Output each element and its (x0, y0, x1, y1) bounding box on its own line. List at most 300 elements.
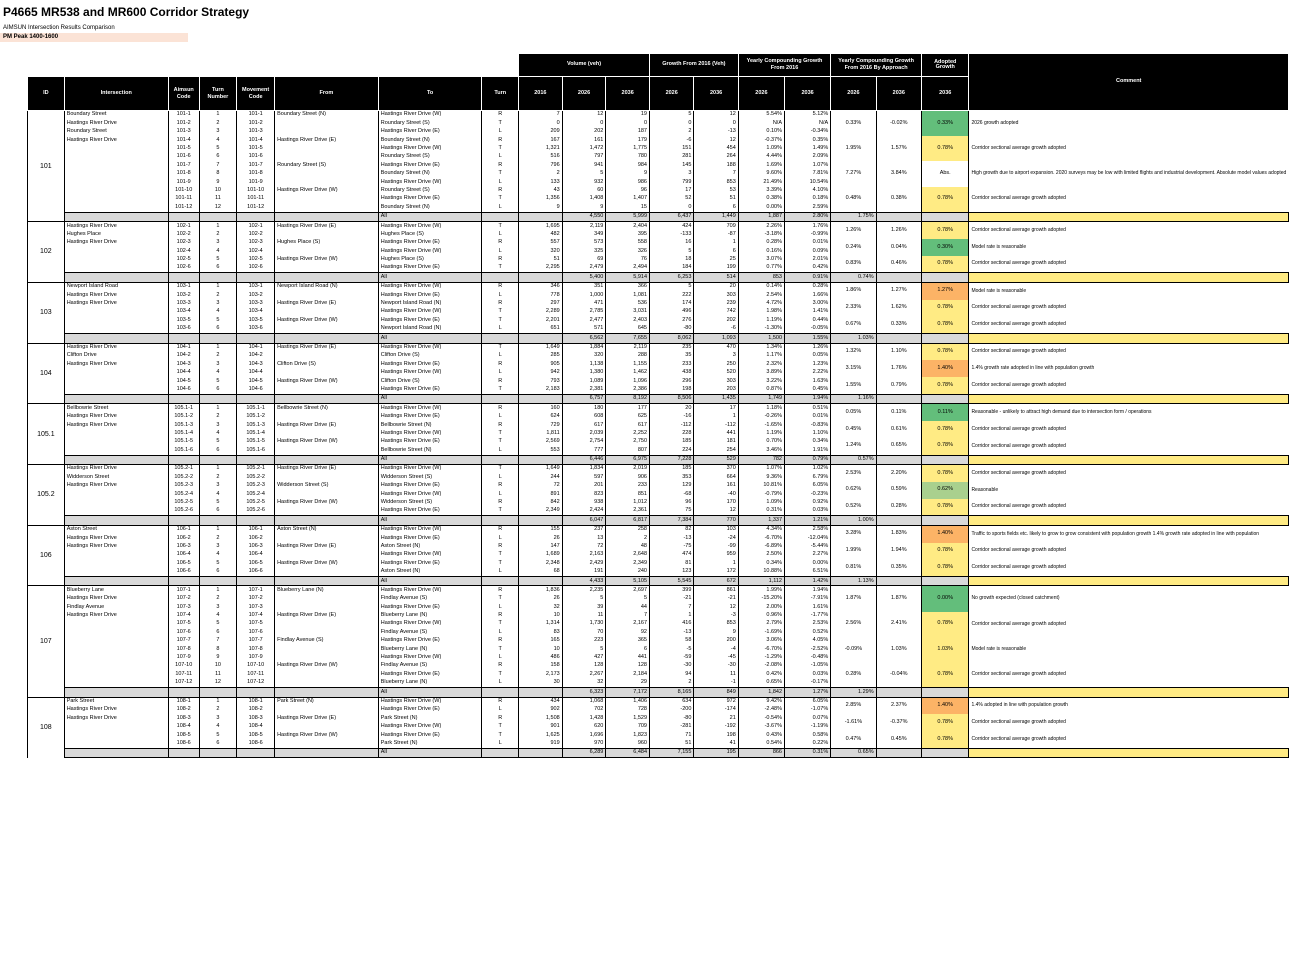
header-growth-2036: 2036 (694, 77, 738, 111)
table-row (28, 482, 1293, 490)
yearly-2036: 2.09% (785, 153, 831, 161)
from (275, 628, 379, 636)
total-blank (922, 334, 969, 343)
growth-2036: 161 (694, 482, 738, 490)
total-yearly-2036: 1.29% (831, 688, 876, 697)
from (275, 119, 379, 127)
growth-2036: 470 (694, 343, 738, 352)
total-blank (482, 455, 519, 464)
total-blank (64, 212, 168, 221)
yearly-2026: -0.37% (738, 136, 784, 144)
comment: Corridor sectional average growth adopted (969, 714, 1289, 731)
growth-2026: -13 (650, 628, 694, 636)
vol-2036: 366 (606, 282, 650, 291)
total-blank (199, 577, 237, 586)
comment: High growth due to airport expansion. 2020 surveys may be low with limited flights and industrial development. Absolute model values adopted (969, 161, 1289, 186)
vol-2026: 573 (562, 239, 606, 247)
total-yearly-2036: 1.75% (831, 212, 876, 221)
intersection-name: Hastings River Drive (64, 543, 168, 551)
growth-2036: 0 (694, 119, 738, 127)
vol-2016: 942 (519, 369, 563, 377)
turn-number: 4 (199, 551, 237, 559)
turn-number: 3 (199, 714, 237, 722)
approach-growth-2026: 0.52% (831, 499, 876, 516)
turn: L (482, 654, 519, 662)
turn: T (482, 195, 519, 203)
vol-2026: 320 (562, 352, 606, 360)
movement-code: 107-9 (237, 654, 275, 662)
yearly-2036: 6.79% (785, 473, 831, 481)
aimsun-code: 108-1 (168, 697, 199, 706)
vol-2026: 0 (562, 119, 606, 127)
growth-2026: 51 (650, 740, 694, 749)
intersection-name: Boundary Street (64, 111, 168, 120)
header-group-yearly-approach: Yearly Compounding Growth From 2016 By Approach (831, 54, 922, 77)
intersection-name (64, 325, 168, 334)
turn-number: 1 (199, 586, 237, 595)
turn-number: 4 (199, 612, 237, 620)
total-blank (168, 577, 199, 586)
vol-2026: 2,267 (562, 670, 606, 678)
intersection-id: 105.2 (28, 465, 65, 526)
vol-2016: 2,289 (519, 308, 563, 316)
turn: L (482, 534, 519, 542)
yearly-2026: 0.10% (738, 128, 784, 136)
vol-2016: 1,508 (519, 714, 563, 722)
from: Park Street (N) (275, 697, 379, 706)
table-row (28, 662, 1293, 670)
total-blank (168, 516, 199, 525)
vol-2016: 796 (519, 161, 563, 169)
total-blank (237, 748, 275, 757)
yearly-2036: 1.26% (785, 343, 831, 352)
approach-growth-2026: 1.99% (831, 543, 876, 560)
from: Hastings River Drive (E) (275, 421, 379, 429)
table-row (28, 438, 1293, 446)
total-row (28, 577, 1293, 586)
to: Newport Island Road (N) (378, 325, 482, 334)
yearly-2026: 0.96% (738, 612, 784, 620)
intersection-name: Hastings River Drive (64, 136, 168, 144)
approach-growth-2026: -1.61% (831, 714, 876, 731)
growth-2026: 399 (650, 586, 694, 595)
total-blank (519, 748, 563, 757)
yearly-2026: -0.26% (738, 413, 784, 421)
to: Hastings River Drive (W) (378, 586, 482, 595)
yearly-2036: 0.42% (785, 264, 831, 273)
header-intersection: Intersection (64, 77, 168, 111)
aimsun-code: 104-4 (168, 369, 199, 377)
turn: R (482, 543, 519, 551)
to: Newport Island Road (N) (378, 300, 482, 308)
vol-2016: 2,295 (519, 264, 563, 273)
vol-2016: 155 (519, 525, 563, 534)
header-from: From (275, 77, 379, 111)
growth-2026: 96 (650, 499, 694, 507)
vol-2026: 427 (562, 654, 606, 662)
aimsun-code: 101-7 (168, 161, 199, 169)
intersection-name: Findlay Avenue (64, 603, 168, 611)
yearly-2036: 0.34% (785, 438, 831, 446)
intersection-name (64, 369, 168, 377)
growth-2036: 853 (694, 178, 738, 186)
to: Hastings River Drive (E) (378, 637, 482, 645)
from (275, 308, 379, 316)
table-row (28, 316, 1293, 324)
movement-code: 101-12 (237, 203, 275, 212)
to: Hastings River Drive (W) (378, 490, 482, 498)
growth-2026: -80 (650, 714, 694, 722)
aimsun-code: 104-6 (168, 386, 199, 395)
peak-period-label: PM Peak 1400-1600 (0, 33, 188, 42)
growth-2026: -16 (650, 413, 694, 421)
vol-2016: 346 (519, 282, 563, 291)
turn-number: 9 (199, 178, 237, 186)
vol-2026: 2,479 (562, 264, 606, 273)
vol-2016: 2,173 (519, 670, 563, 678)
turn: T (482, 343, 519, 352)
from (275, 507, 379, 516)
turn: L (482, 352, 519, 360)
growth-2026: -75 (650, 543, 694, 551)
yearly-2026: 2.54% (738, 291, 784, 299)
turn-number: 11 (199, 670, 237, 678)
movement-code: 107-1 (237, 586, 275, 595)
movement-code: 103-6 (237, 325, 275, 334)
yearly-2026: 5.54% (738, 111, 784, 120)
turn: L (482, 178, 519, 186)
growth-2036: -30 (694, 662, 738, 670)
vol-2016: 729 (519, 421, 563, 429)
growth-2036: 188 (694, 161, 738, 169)
yearly-2036: -1.07% (785, 706, 831, 714)
comment: Corridor sectional average growth adopted (969, 465, 1289, 482)
movement-code: 102-4 (237, 247, 275, 255)
yearly-2026: -1.29% (738, 654, 784, 662)
yearly-2036: 0.01% (785, 239, 831, 247)
vol-2026: 2,429 (562, 559, 606, 567)
movement-code: 106-5 (237, 559, 275, 567)
growth-2036: 1 (694, 239, 738, 247)
growth-2026: 7 (650, 603, 694, 611)
aimsun-code: 108-4 (168, 723, 199, 731)
total-blank (482, 748, 519, 757)
movement-code: 107-6 (237, 628, 275, 636)
total-blank (876, 688, 921, 697)
vol-2016: 1,811 (519, 429, 563, 437)
vol-2036: 2,697 (606, 586, 650, 595)
turn-number: 11 (199, 195, 237, 203)
total-blank (876, 455, 921, 464)
yearly-2026: 0.00% (738, 203, 784, 212)
total-yearly-2036: 1.13% (831, 577, 876, 586)
vol-2036: 2,403 (606, 316, 650, 324)
yearly-2036: 4.10% (785, 187, 831, 195)
growth-2036: 25 (694, 256, 738, 264)
turn: T (482, 595, 519, 603)
growth-2026: 233 (650, 360, 694, 368)
vol-2026: 2,119 (562, 222, 606, 231)
vol-2026: 617 (562, 421, 606, 429)
total-vol-2016: 4,433 (562, 577, 606, 586)
total-yearly-2036: 1.03% (831, 334, 876, 343)
total-blank (482, 516, 519, 525)
total-vol-2026: 5,105 (606, 577, 650, 586)
to: Findlay Avenue (S) (378, 628, 482, 636)
to: Hastings River Drive (E) (378, 706, 482, 714)
vol-2016: 68 (519, 568, 563, 577)
vol-2026: 620 (562, 723, 606, 731)
vol-2016: 244 (519, 473, 563, 481)
from: Hastings River Drive (W) (275, 438, 379, 446)
aimsun-code: 103-2 (168, 291, 199, 299)
total-blank (922, 273, 969, 282)
vol-2036: 2,119 (606, 343, 650, 352)
aimsun-code: 101-12 (168, 203, 199, 212)
total-blank (922, 394, 969, 403)
total-growth-2036: 1,887 (738, 212, 784, 221)
turn: L (482, 628, 519, 636)
vol-2026: 12 (562, 111, 606, 120)
vol-2036: 1,155 (606, 360, 650, 368)
to: Blueberry Lane (N) (378, 645, 482, 653)
to: Clifton Drive (S) (378, 352, 482, 360)
total-yearly-2036: 0.65% (831, 748, 876, 757)
total-blank (969, 455, 1289, 464)
turn: T (482, 170, 519, 178)
yearly-2026: 1.98% (738, 308, 784, 316)
total-blank (1289, 516, 1293, 525)
to: Park Street (N) (378, 740, 482, 749)
yearly-2026: 2.79% (738, 620, 784, 628)
yearly-2036: 0.03% (785, 507, 831, 516)
turn-number: 6 (199, 325, 237, 334)
aimsun-code: 101-2 (168, 119, 199, 127)
from: Hastings River Drive (W) (275, 316, 379, 324)
yearly-2036: 7.81% (785, 170, 831, 178)
intersection-name (64, 145, 168, 153)
turn-number: 5 (199, 499, 237, 507)
vol-2026: 571 (562, 325, 606, 334)
vol-2026: 11 (562, 612, 606, 620)
turn-number: 5 (199, 620, 237, 628)
header-group-row (28, 54, 1293, 77)
vol-2026: 70 (562, 628, 606, 636)
total-blank (168, 273, 199, 282)
aimsun-code: 102-2 (168, 230, 199, 238)
movement-code: 101-5 (237, 145, 275, 153)
approach-growth-2036: 0.59% (876, 482, 921, 499)
vol-2016: 1,625 (519, 731, 563, 739)
turn-number: 2 (199, 119, 237, 127)
header-vol-2016: 2016 (519, 77, 563, 111)
total-blank (1289, 455, 1293, 464)
total-blank (519, 334, 563, 343)
vol-2016: 30 (519, 679, 563, 688)
comment: Corridor sectional average growth adopted (969, 316, 1289, 333)
from: Clifton Drive (S) (275, 360, 379, 368)
aimsun-code: 101-10 (168, 187, 199, 195)
movement-code: 104-3 (237, 360, 275, 368)
approach-growth-2036: 2.20% (876, 465, 921, 482)
yearly-2036: 1.66% (785, 291, 831, 299)
vol-2016: 2 (519, 170, 563, 178)
yearly-2036: 3.00% (785, 300, 831, 308)
intersection-name: Hastings River Drive (64, 360, 168, 368)
turn-number: 4 (199, 308, 237, 316)
vol-2036: 44 (606, 603, 650, 611)
yearly-2036: 2.01% (785, 256, 831, 264)
adopted-growth: 0.33% (922, 111, 969, 137)
growth-2036: 1 (694, 413, 738, 421)
vol-2016: 83 (519, 628, 563, 636)
approach-growth-2026: 0.33% (831, 111, 876, 137)
approach-growth-2036: -0.02% (876, 111, 921, 137)
growth-2036: -6 (694, 325, 738, 334)
total-blank (199, 334, 237, 343)
turn: L (482, 603, 519, 611)
growth-2036: -13 (694, 128, 738, 136)
to: Hastings River Drive (E) (378, 386, 482, 395)
to: Hastings River Drive (E) (378, 291, 482, 299)
vol-2016: 553 (519, 446, 563, 455)
intersection-name (64, 654, 168, 662)
movement-code: 102-5 (237, 256, 275, 264)
movement-code: 106-2 (237, 534, 275, 542)
vol-2026: 823 (562, 490, 606, 498)
growth-2036: 664 (694, 473, 738, 481)
turn: R (482, 482, 519, 490)
total-blank (876, 516, 921, 525)
vol-2016: 793 (519, 377, 563, 385)
vol-2036: 1,823 (606, 731, 650, 739)
yearly-2026: 9.60% (738, 170, 784, 178)
approach-growth-2036: 1.62% (876, 300, 921, 317)
comment: 1.4% growth rate adopted in line with population growth (969, 360, 1289, 377)
adopted-growth: 0.78% (922, 543, 969, 560)
yearly-2026: 1.69% (738, 161, 784, 169)
growth-2026: 0 (650, 203, 694, 212)
adopted-growth: 0.78% (922, 662, 969, 688)
yearly-2026: 1.34% (738, 343, 784, 352)
approach-growth-2026: 2.56% (831, 612, 876, 637)
vol-2036: 288 (606, 352, 650, 360)
to: Clifton Drive (S) (378, 377, 482, 385)
total-blank (922, 688, 969, 697)
yearly-2026: 4.34% (738, 525, 784, 534)
total-blank (922, 516, 969, 525)
approach-growth-2036: 0.11% (876, 404, 921, 421)
total-blank (519, 688, 563, 697)
aimsun-code: 105.1-5 (168, 438, 199, 446)
from: Hastings River Drive (W) (275, 731, 379, 739)
growth-2036: -112 (694, 421, 738, 429)
turn-number: 2 (199, 230, 237, 238)
from: Hastings River Drive (W) (275, 499, 379, 507)
total-vol-2036: 8,506 (650, 394, 694, 403)
total-blank (969, 334, 1289, 343)
vol-2026: 349 (562, 230, 606, 238)
vol-2036: 2,019 (606, 465, 650, 474)
yearly-2026: 1.18% (738, 404, 784, 413)
total-blank (237, 577, 275, 586)
total-blank (168, 455, 199, 464)
total-row (28, 212, 1293, 221)
movement-code: 108-2 (237, 706, 275, 714)
growth-2036: 709 (694, 222, 738, 231)
turn-number: 5 (199, 731, 237, 739)
growth-2036: 198 (694, 731, 738, 739)
vol-2036: 441 (606, 654, 650, 662)
turn-number: 5 (199, 316, 237, 324)
vol-2016: 10 (519, 645, 563, 653)
intersection-id: 101 (28, 111, 65, 222)
vol-2036: 986 (606, 178, 650, 186)
total-label: All (378, 577, 482, 586)
total-blank (1289, 212, 1293, 221)
movement-code: 101-8 (237, 170, 275, 178)
growth-2036: 454 (694, 145, 738, 153)
vol-2036: 233 (606, 482, 650, 490)
from: Hastings River Drive (W) (275, 377, 379, 385)
yearly-2026: 1.19% (738, 316, 784, 324)
to: Hastings River Drive (W) (378, 145, 482, 153)
adopted-growth: 0.78% (922, 612, 969, 637)
intersection-name: Hastings River Drive (64, 482, 168, 490)
approach-growth-2026: 1.95% (831, 136, 876, 161)
turn-number: 1 (199, 697, 237, 706)
intersection-name: Blueberry Lane (64, 586, 168, 595)
vol-2016: 557 (519, 239, 563, 247)
from: Widderson Street (S) (275, 482, 379, 490)
total-growth-2026: 1,435 (694, 394, 738, 403)
header-approach-2026: 2026 (831, 77, 876, 111)
movement-code: 107-12 (237, 679, 275, 688)
growth-2036: 7 (694, 170, 738, 178)
turn-number: 3 (199, 482, 237, 490)
growth-2026: 353 (650, 473, 694, 481)
yearly-2036: 6.05% (785, 697, 831, 706)
table-row (28, 731, 1293, 739)
vol-2016: 434 (519, 697, 563, 706)
intersection-name (64, 187, 168, 195)
turn-number: 6 (199, 153, 237, 161)
to: Aston Street (N) (378, 543, 482, 551)
growth-2026: 224 (650, 446, 694, 455)
vol-2016: 133 (519, 178, 563, 186)
to: Hastings River Drive (E) (378, 534, 482, 542)
intersection-name (64, 377, 168, 385)
aimsun-code: 108-3 (168, 714, 199, 722)
from (275, 128, 379, 136)
from: Blueberry Lane (N) (275, 586, 379, 595)
turn: T (482, 507, 519, 516)
adopted-growth: 0.78% (922, 438, 969, 455)
turn: L (482, 706, 519, 714)
comment: Corridor sectional average growth adopted (969, 256, 1289, 273)
approach-growth-2026: 7.27% (831, 161, 876, 186)
adopted-growth: 1.40% (922, 360, 969, 377)
vol-2036: 0 (606, 119, 650, 127)
to: Hastings River Drive (E) (378, 128, 482, 136)
turn: T (482, 645, 519, 653)
vol-2036: 2,167 (606, 620, 650, 628)
turn: R (482, 239, 519, 247)
vol-2026: 702 (562, 706, 606, 714)
vol-2026: 1,834 (562, 465, 606, 474)
total-blank (275, 577, 379, 586)
growth-2026: 145 (650, 161, 694, 169)
